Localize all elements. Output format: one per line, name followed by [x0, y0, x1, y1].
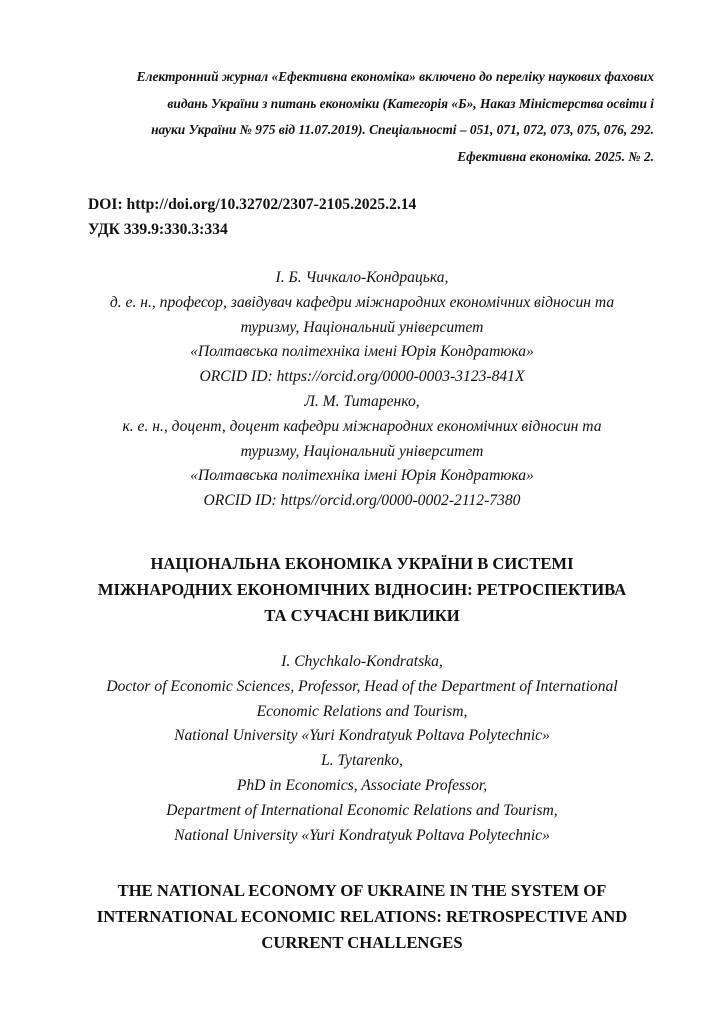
author-affiliation: National University «Yuri Kondratyuk Poltava Polytechnic» [174, 826, 550, 844]
authors-english [40, 650, 684, 848]
author-affiliation: Economic Relations and Tourism, [256, 702, 468, 720]
title-line: МІЖНАРОДНИХ ЕКОНОМІЧНИХ ВІДНОСИН: РЕТРОСПЕКТИВА [97, 579, 627, 599]
article-title-english [40, 878, 684, 955]
journal-indexing-note [70, 64, 654, 170]
journal-note-line: науки України № 975 від 11.07.2019). Спеціальності – 051, 071, 072, 073, 075, 076, 292. [151, 122, 654, 138]
author-orcid-link[interactable]: ORCID ID: https//orcid.org/0000-0002-2112-7380 [203, 492, 521, 510]
udc-code: УДК 339.9:330.3:334 [88, 221, 228, 238]
journal-note-line: видань України з питань економіки (Категорія «Б», Наказ Міністерства освіти і [167, 95, 654, 111]
author-affiliation: Department of International Economic Relations and Tourism, [166, 801, 558, 819]
journal-note-line: Електронний журнал «Ефективна економіка» включено до переліку наукових фахових [136, 69, 654, 84]
journal-citation: Ефективна економіка. 2025. № 2. [457, 148, 654, 164]
author-name: І. Б. Чичкало-Кондрацька, [275, 269, 449, 286]
title-line: INTERNATIONAL ECONOMIC RELATIONS: RETROSPECTIVE AND [96, 906, 628, 926]
author-affiliation: к. е. н., доцент, доцент кафедри міжнародних економічних відносин та [122, 417, 602, 435]
author-affiliation: National University «Yuri Kondratyuk Poltava Polytechnic» [174, 727, 550, 745]
author-affiliation: «Полтавська політехніка імені Юрія Кондратюка» [190, 343, 534, 361]
authors-ukrainian [40, 266, 684, 514]
title-line: CURRENT CHALLENGES [261, 932, 463, 952]
title-line: НАЦІОНАЛЬНА ЕКОНОМІКА УКРАЇНИ В СИСТЕМІ [150, 554, 574, 573]
author-affiliation: д. е. н., професор, завідувач кафедри міжнародних економічних відносин та [109, 293, 615, 311]
author-name: L. Tytarenko, [321, 752, 403, 770]
article-identifiers [88, 192, 416, 242]
author-affiliation: туризму, Національний університет [240, 318, 484, 336]
author-affiliation: Doctor of Economic Sciences, Professor, Head of the Department of International [106, 677, 618, 695]
author-affiliation: туризму, Національний університет [240, 442, 484, 460]
article-title-ukrainian [40, 551, 684, 628]
author-affiliation: PhD in Economics, Associate Professor, [236, 776, 488, 794]
title-line: THE NATIONAL ECONOMY OF UKRAINE IN THE SYSTEM OF [117, 881, 607, 900]
doi-link[interactable]: DOI: http://doi.org/10.32702/2307-2105.2025.2.14 [88, 196, 417, 213]
author-affiliation: «Полтавська політехніка імені Юрія Кондратюка» [190, 467, 534, 485]
author-orcid-link[interactable]: ORCID ID: https://orcid.org/0000-0003-3123-841X [199, 368, 525, 386]
author-name: Л. М. Титаренко, [304, 392, 420, 410]
title-line: ТА СУЧАСНІ ВИКЛИКИ [264, 605, 460, 625]
author-name: I. Chychkalo-Kondratska, [281, 653, 443, 670]
